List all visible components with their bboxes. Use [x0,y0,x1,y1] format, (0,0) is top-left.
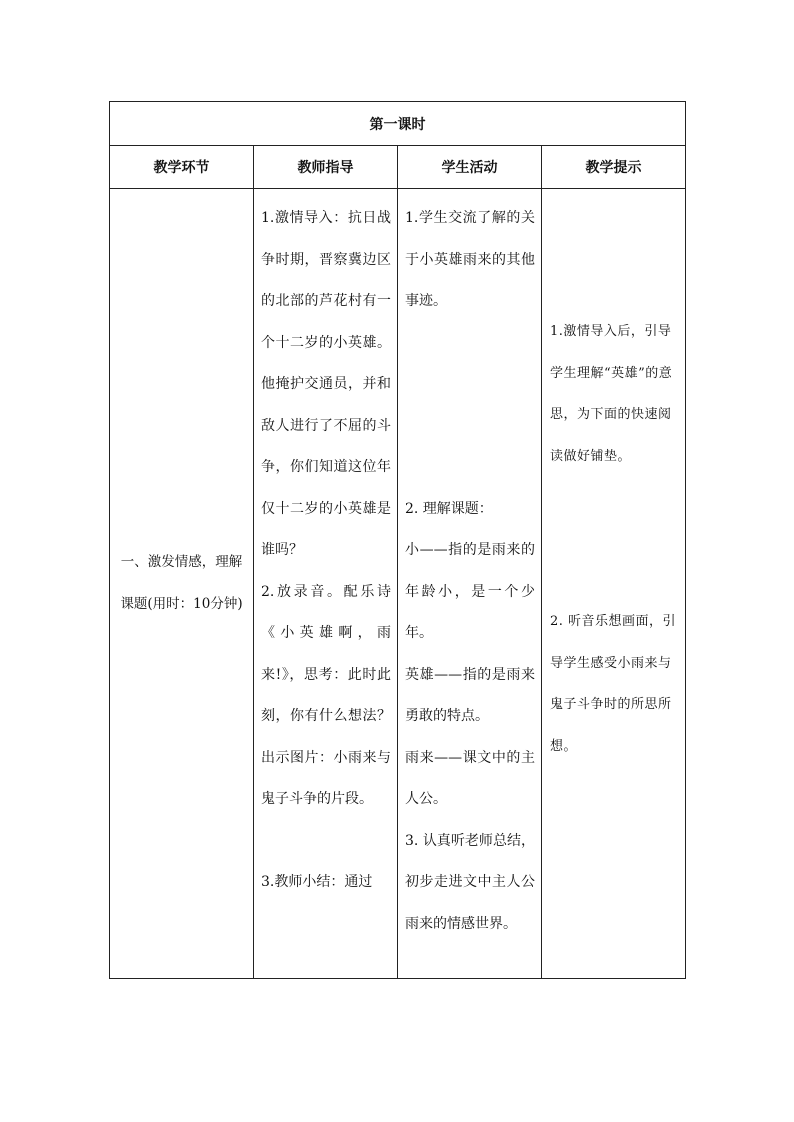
header-teacher-guidance: 教师指导 [254,146,398,189]
teacher-step-1: 1.激情导入：抗日战争时期，晋察冀边区的北部的芦花村有一个十二岁的小英雄。他掩护交通员，并和敌人进行了不屈的斗争，你们知道这位年仅十二岁的小英雄是谁吗？ [261,210,391,558]
student-item-xiao: 小——指的是雨来的年龄小，是一个少年。 [405,542,535,641]
teaching-tips-cell [542,189,686,979]
teacher-step-3: 3.教师小结：通过 [261,874,373,890]
student-step-1: 1.学生交流了解的关于小英雄雨来的其他事迹。 [405,210,535,309]
student-activity-cell [398,189,542,979]
student-step-2: 2. 理解课题： [405,500,493,517]
student-step-3: 3. 认真听老师总结，初步走进文中主人公雨来的情感世界。 [405,832,535,932]
header-teaching-tips: 教学提示 [542,146,686,189]
student-item-yingxiong: 英雄——指的是雨来勇敢的特点。 [405,666,535,724]
student-item-yulai: 雨来——课文中的主人公。 [405,749,535,807]
header-teaching-stage: 教学环节 [110,146,254,189]
segment-label: 一、激发情感，理解课题(用时：10分钟) [120,554,243,612]
tip-2: 2. 听音乐想画面，引导学生感受小雨来与鬼子斗争时的所思所想。 [550,614,677,754]
header-student-activity: 学生活动 [398,146,542,189]
teacher-guidance-cell [254,189,398,979]
tip-1: 1.激情导入后，引导学生理解“英雄”的意思，为下面的快速阅读做好铺垫。 [550,324,673,464]
teacher-step-2: 2.放录音。配乐诗《小英雄啊，雨来!》，思考：此时此刻，你有什么想法？出示图片：小雨来与鬼子斗争的片段。 [261,583,391,807]
segment-cell [110,189,254,979]
lesson-plan-table [109,101,686,979]
lesson-title: 第一课时 [110,102,686,146]
